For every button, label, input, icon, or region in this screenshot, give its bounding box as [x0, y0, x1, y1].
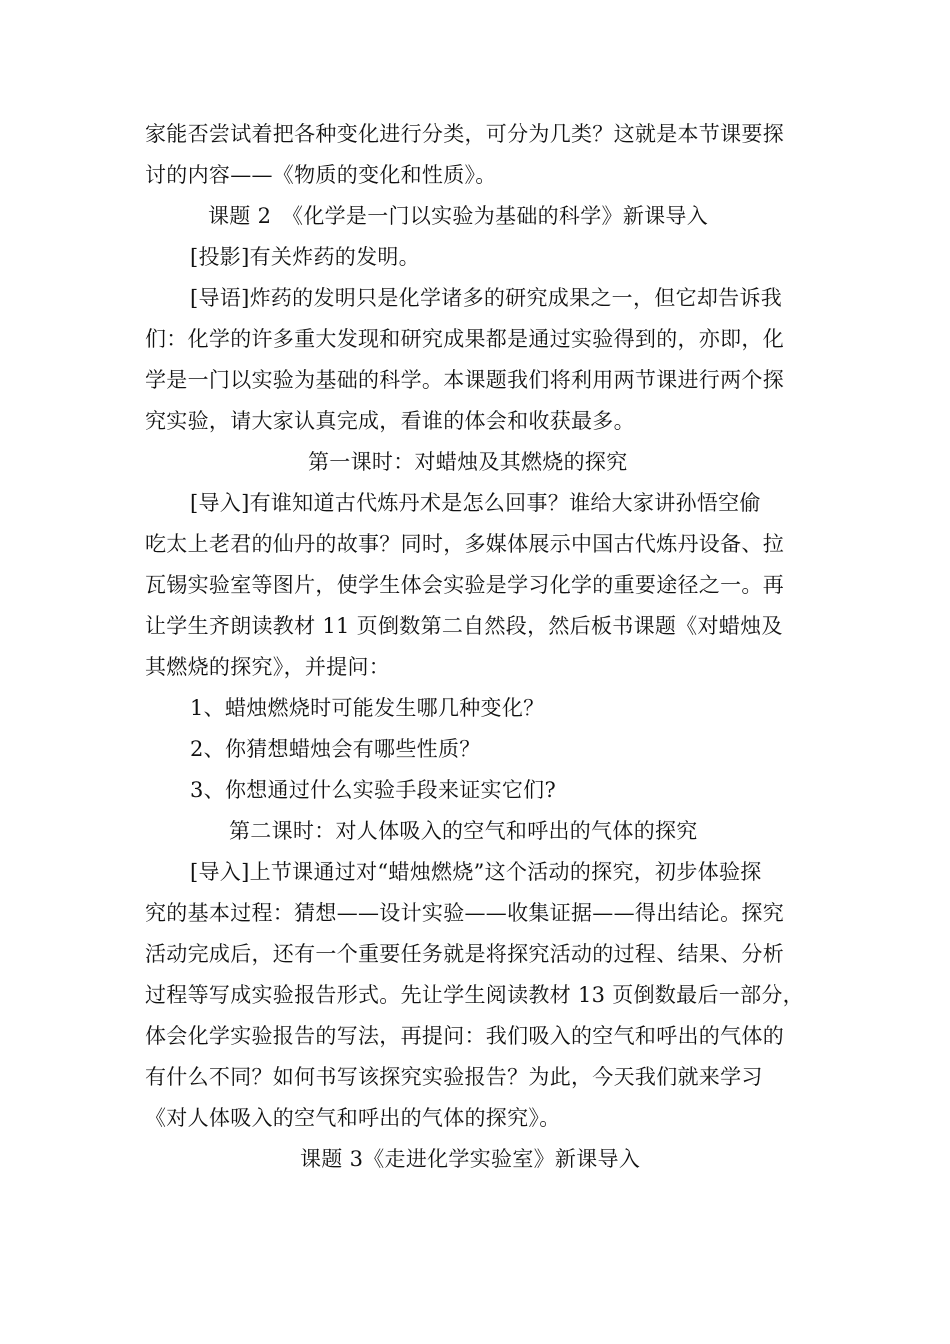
- paragraph-line: 们：化学的许多重大发现和研究成果都是通过实验得到的，亦即，化: [145, 327, 784, 351]
- paragraph-line: 《对人体吸入的空气和呼出的气体的探究》。: [145, 1106, 561, 1130]
- paragraph-line: [导入]上节课通过对“蜡烛燃烧”这个活动的探究，初步体验探: [190, 860, 762, 884]
- paragraph-line: 究的基本过程：猜想——设计实验——收集证据——得出结论。探究: [145, 901, 784, 925]
- paragraph-line: 体会化学实验报告的写法，再提问：我们吸入的空气和呼出的气体的: [145, 1024, 784, 1048]
- paragraph-line: [导语]炸药的发明只是化学诸多的研究成果之一，但它却告诉我: [190, 286, 783, 310]
- list-item: 2、你猜想蜡烛会有哪些性质？: [190, 737, 481, 761]
- paragraph-line: 其燃烧的探究》，并提问：: [145, 655, 391, 679]
- paragraph-line: 让学生齐朗读教材 11 页倒数第二自然段，然后板书课题《对蜡烛及: [145, 614, 783, 638]
- paragraph-line: 讨的内容——《物质的变化和性质》。: [145, 163, 497, 187]
- paragraph-line: 活动完成后，还有一个重要任务就是将探究活动的过程、结果、分析: [145, 942, 784, 966]
- section-heading: 第二课时：对人体吸入的空气和呼出的气体的探究: [229, 819, 698, 843]
- list-item: 1、蜡烛燃烧时可能发生哪几种变化？: [190, 696, 545, 720]
- section-heading: 课题 2 《化学是一门以实验为基础的科学》新课导入: [208, 204, 709, 228]
- paragraph-line: 学是一门以实验为基础的科学。本课题我们将利用两节课进行两个探: [145, 368, 784, 392]
- paragraph-line: 家能否尝试着把各种变化进行分类，可分为几类？这就是本节课要探: [145, 122, 784, 146]
- paragraph-line: 有什么不同？如何书写该探究实验报告？为此，今天我们就来学习: [145, 1065, 763, 1089]
- list-item: 3、你想通过什么实验手段来证实它们?: [190, 778, 557, 802]
- paragraph-line: 吃太上老君的仙丹的故事？同时，多媒体展示中国古代炼丹设备、拉: [145, 532, 784, 556]
- paragraph-line: [投影]有关炸药的发明。: [190, 245, 420, 269]
- paragraph-line: 瓦锡实验室等图片，使学生体会实验是学习化学的重要途径之一。再: [145, 573, 784, 597]
- paragraph-line: 过程等写成实验报告形式。先让学生阅读教材 13 页倒数最后一部分，: [145, 983, 804, 1007]
- paragraph-line: 究实验，请大家认真完成，看谁的体会和收获最多。: [145, 409, 635, 433]
- section-heading: 课题 3《走进化学实验室》新课导入: [300, 1147, 641, 1171]
- paragraph-line: [导入]有谁知道古代炼丹术是怎么回事？谁给大家讲孙悟空偷: [190, 491, 761, 515]
- section-heading: 第一课时：对蜡烛及其燃烧的探究: [308, 450, 628, 474]
